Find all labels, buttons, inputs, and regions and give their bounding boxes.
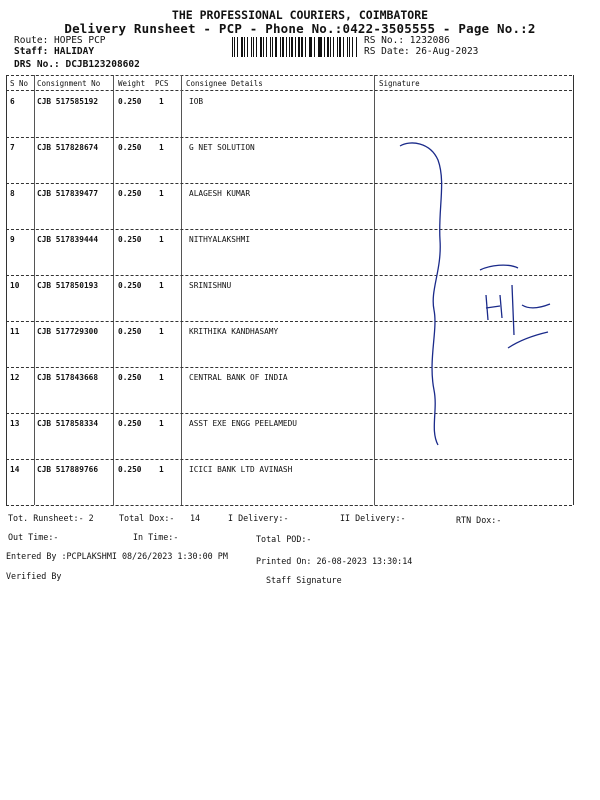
barcode-bar	[305, 37, 306, 57]
row-pcs: 1	[159, 189, 164, 198]
row-weight: 0.250	[118, 281, 142, 290]
barcode-bar	[247, 37, 248, 57]
barcode-bar	[256, 37, 257, 57]
row-sno: 11	[10, 327, 20, 336]
row-consignee: ICICI BANK LTD AVINASH	[189, 465, 293, 474]
row-consignee: CENTRAL BANK OF INDIA	[189, 373, 288, 382]
runsheet-title: Delivery Runsheet - PCP - Phone No.:0422-3505555 - Page No.:2	[64, 21, 536, 36]
row-sno: 12	[10, 373, 20, 382]
barcode-bar	[352, 37, 353, 57]
barcode	[232, 37, 358, 57]
printed-on: Printed On: 26-08-2023 13:30:14	[256, 556, 413, 566]
col-header-consignee: Consignee Details	[186, 79, 263, 88]
table-top-rule	[6, 75, 572, 76]
barcode-bar	[327, 37, 328, 57]
row-weight: 0.250	[118, 143, 142, 152]
row-consignee: G NET SOLUTION	[189, 143, 255, 152]
col-divider	[113, 75, 114, 505]
barcode-bar	[314, 37, 315, 57]
row-consignment-no: CJB 517839444	[37, 235, 99, 244]
col-divider	[181, 75, 182, 505]
rs-date: RS Date: 26-Aug-2023	[364, 46, 479, 57]
row-consignment-no: CJB 517858334	[37, 419, 99, 428]
row-sno: 13	[10, 419, 20, 428]
row-weight: 0.250	[118, 465, 142, 474]
out-time: Out Time:-	[8, 532, 59, 542]
barcode-bar	[232, 37, 233, 57]
barcode-bar	[319, 37, 321, 57]
row-weight: 0.250	[118, 327, 142, 336]
row-pcs: 1	[159, 419, 164, 428]
barcode-bar	[324, 37, 325, 57]
total-dox-value: 14	[190, 513, 201, 523]
col-divider	[34, 75, 35, 505]
barcode-bar	[272, 37, 273, 57]
row-weight: 0.250	[118, 189, 142, 198]
row-consignment-no: CJB 517889766	[37, 465, 99, 474]
route-label: Route: HOPES PCP	[14, 35, 106, 46]
barcode-bar	[244, 37, 245, 57]
header-rule	[6, 90, 572, 91]
row-consignee: ASST EXE ENGG PEELAMEDU	[189, 419, 297, 428]
barcode-bar	[270, 37, 271, 57]
verified-by: Verified By	[6, 571, 62, 581]
in-time: In Time:-	[133, 532, 179, 542]
total-dox-label: Total Dox:-	[119, 513, 175, 523]
barcode-bar	[349, 37, 350, 57]
rtn-dox: RTN Dox:-	[456, 515, 502, 525]
row-consignment-no: CJB 517850193	[37, 281, 99, 290]
barcode-bar	[356, 37, 357, 57]
total-pod: Total POD:-	[256, 534, 312, 544]
barcode-bar	[298, 37, 300, 57]
barcode-bar	[343, 37, 344, 57]
company-name: THE PROFESSIONAL COURIERS, COIMBATORE	[171, 8, 429, 22]
row-pcs: 1	[159, 373, 164, 382]
row-sno: 9	[10, 235, 15, 244]
barcode-bar	[337, 37, 338, 57]
barcode-bar	[301, 37, 302, 57]
barcode-bar	[241, 37, 243, 57]
col-header-consignment: Consignment No	[37, 79, 101, 88]
row-consignee: ALAGESH KUMAR	[189, 189, 251, 198]
barcode-bar	[251, 37, 252, 57]
col-header-signature: Signature	[379, 79, 420, 88]
barcode-bar	[289, 37, 290, 57]
row-sno: 8	[10, 189, 15, 198]
tot-runsheet: Tot. Runsheet:- 2	[8, 513, 94, 523]
barcode-bar	[275, 37, 277, 57]
row-consignment-no: CJB 517729300	[37, 327, 99, 336]
barcode-bar	[280, 37, 281, 57]
row-pcs: 1	[159, 143, 164, 152]
col-header-pcs: PCS	[155, 79, 169, 88]
row-consignment-no: CJB 517828674	[37, 143, 99, 152]
rs-number: RS No.: 1232086	[364, 35, 450, 46]
row-consignment-no: CJB 517839477	[37, 189, 99, 198]
col-header-weight: Weight	[118, 79, 146, 88]
row-weight: 0.250	[118, 419, 142, 428]
row-weight: 0.250	[118, 373, 142, 382]
row-consignment-no: CJB 517585192	[37, 97, 99, 106]
row-sno: 10	[10, 281, 20, 290]
drs-number: DRS No.: DCJB123208602	[14, 59, 140, 70]
barcode-bar	[282, 37, 283, 57]
entered-by: Entered By :PCPLAKSHMI 08/26/2023 1:30:00 PM	[6, 551, 228, 561]
col-divider	[374, 75, 375, 505]
row-sno: 14	[10, 465, 20, 474]
footer-rule	[6, 505, 572, 506]
barcode-bar	[291, 37, 292, 57]
barcode-bar	[347, 37, 348, 57]
row-pcs: 1	[159, 281, 164, 290]
staff-signature: Staff Signature	[266, 575, 342, 585]
barcode-bar	[310, 37, 311, 57]
row-weight: 0.250	[118, 235, 142, 244]
row-consignee: IOB	[189, 97, 204, 106]
handwritten-signature	[390, 130, 570, 470]
barcode-bar	[263, 37, 264, 57]
barcode-bar	[286, 37, 287, 57]
i-delivery: I Delivery:-	[228, 513, 289, 523]
barcode-bar	[318, 37, 319, 57]
barcode-bar	[309, 37, 310, 57]
barcode-bar	[234, 37, 235, 57]
row-sno: 6	[10, 97, 15, 106]
row-consignee: KRITHIKA KANDHASAMY	[189, 327, 279, 336]
barcode-bar	[266, 37, 267, 57]
barcode-bar	[330, 37, 331, 57]
row-consignment-no: CJB 517843668	[37, 373, 99, 382]
barcode-bar	[260, 37, 262, 57]
barcode-bar	[333, 37, 334, 57]
barcode-bar	[295, 37, 296, 57]
row-consignee: NITHYALAKSHMI	[189, 235, 251, 244]
barcode-bar	[237, 37, 238, 57]
barcode-bar	[339, 37, 341, 57]
row-pcs: 1	[159, 327, 164, 336]
staff-label: Staff: HALIDAY	[14, 46, 95, 57]
barcode-bar	[253, 37, 254, 57]
row-weight: 0.250	[118, 97, 142, 106]
row-consignee: SRINISHNU	[189, 281, 232, 290]
row-pcs: 1	[159, 97, 164, 106]
row-sno: 7	[10, 143, 15, 152]
row-pcs: 1	[159, 235, 164, 244]
row-pcs: 1	[159, 465, 164, 474]
ii-delivery: II Delivery:-	[340, 513, 406, 523]
col-header-sno: S No	[10, 79, 29, 88]
